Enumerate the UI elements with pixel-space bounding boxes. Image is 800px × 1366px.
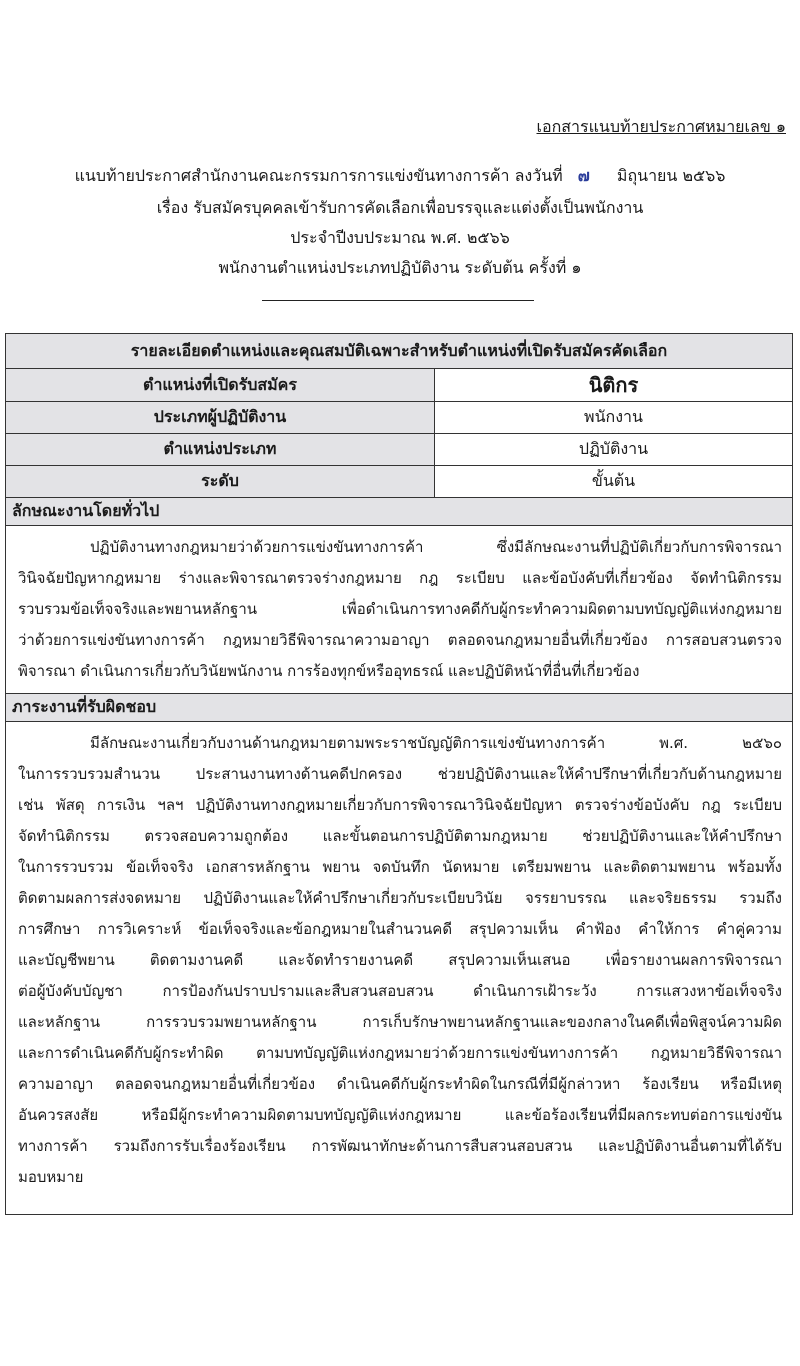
body-line: เช่น พัสดุ การเงิน ฯลฯ ปฏิบัติงานทางกฎหมายเกี่ยวกับการพิจารณาวินิจฉัยปัญหา ตรวจร่างข้อบังคับ กฎ ระเบียบ [18, 796, 782, 814]
table-row [6, 369, 793, 402]
header-suffix: มิถุนายน ๒๕๖๖ [616, 166, 726, 185]
section-body-responsibilities [6, 722, 793, 1215]
row-label: ตำแหน่งที่เปิดรับสมัคร [6, 369, 435, 402]
divider [262, 300, 534, 301]
row-label: ระดับ [6, 466, 435, 498]
table-row [6, 466, 793, 498]
body-line: ในการรวบรวมสำนวน ประสานงานทางด้านคดีปกครอง ช่วยปฏิบัติงานและให้คำปรึกษาที่เกี่ยวกับด้านกฎหมาย [18, 765, 782, 783]
body-line: รวบรวมข้อเท็จจริงและพยานหลักฐาน เพื่อดำเนินการทางคดีกับผู้กระทำความผิดตามบทบัญญัติแห่งกฎหมาย [18, 600, 782, 618]
document-reference: เอกสารแนบท้ายประกาศหมายเลข ๑ [536, 117, 786, 136]
header-day: ๗ [577, 166, 590, 185]
row-value: นิติกร [435, 369, 793, 402]
section-body-row [6, 526, 793, 694]
section-heading-responsibilities: ภาระงานที่รับผิดชอบ [6, 694, 793, 722]
body-line: และหลักฐาน การรวบรวมพยานหลักฐาน การเก็บรักษาพยานหลักฐานและของกลางในคดีเพื่อพิสูจน์ความผิด [18, 1013, 782, 1031]
body-line: ทางการค้า รวมถึงการรับเรื่องร้องเรียน การพัฒนาทักษะด้านการสืบสวนสอบสวน และปฏิบัติงานอื่นตามที่ได้รับ [18, 1137, 782, 1155]
body-line: มีลักษณะงานเกี่ยวกับงานด้านกฎหมายตามพระราชบัญญัติการแข่งขันทางการค้า พ.ศ. ๒๕๖๐ [90, 734, 782, 752]
body-line: การศึกษา การวิเคราะห์ ข้อเท็จจริงและข้อกฎหมายในสำนวนคดี สรุปความเห็น คำฟ้อง คำให้การ คำคู่ความ [18, 920, 782, 938]
row-label: ตำแหน่งประเภท [6, 434, 435, 466]
body-line: มอบหมาย [18, 1168, 84, 1186]
body-line: พิจารณา ดำเนินการเกี่ยวกับวินัยพนักงาน การร้องทุกข์หรืออุทธรณ์ และปฏิบัติหน้าที่อื่นที่เกี่ยวข้อง [18, 662, 640, 680]
table-row [6, 402, 793, 434]
body-line: วินิจฉัยปัญหากฎหมาย ร่างและพิจารณาตรวจร่างกฎหมาย กฎ ระเบียบ และข้อบังคับที่เกี่ยวข้อง จัดทำนิติกรรม [18, 569, 782, 587]
header-line-3: ประจำปีงบประมาณ พ.ศ. ๒๕๖๖ [290, 228, 510, 247]
body-line: อันควรสงสัย หรือมีผู้กระทำความผิดตามบทบัญญัติแห่งกฎหมาย และข้อร้องเรียนที่มีผลกระทบต่อการแข่งขัน [18, 1106, 782, 1124]
body-line: ว่าด้วยการแข่งขันทางการค้า กฎหมายวิธีพิจารณาความอาญา ตลอดจนกฎหมายอื่นที่เกี่ยวข้อง การสอบสวนตรวจ [18, 631, 782, 649]
section-heading-general: ลักษณะงานโดยทั่วไป [6, 498, 793, 526]
row-value: ปฏิบัติงาน [435, 434, 793, 466]
table-row [6, 434, 793, 466]
body-line: ปฏิบัติงานทางกฎหมายว่าด้วยการแข่งขันทางการค้า ซึ่งมีลักษณะงานที่ปฏิบัติเกี่ยวกับการพิจารณา [90, 538, 782, 556]
body-line: ความอาญา ตลอดจนกฎหมายอื่นที่เกี่ยวข้อง ดำเนินคดีกับผู้กระทำผิดในกรณีที่มีผู้กล่าวหา ร้องเรียน หรือมีเหตุ [18, 1075, 782, 1093]
position-details-table [5, 333, 793, 1215]
table-title-row [6, 334, 793, 369]
row-value: พนักงาน [435, 402, 793, 434]
section-body-row [6, 722, 793, 1215]
row-label: ประเภทผู้ปฏิบัติงาน [6, 402, 435, 434]
section-body-general [6, 526, 793, 694]
row-value: ขั้นต้น [435, 466, 793, 498]
table-title: รายละเอียดตำแหน่งและคุณสมบัติเฉพาะสำหรับตำแหน่งที่เปิดรับสมัครคัดเลือก [6, 334, 793, 369]
section-heading-row [6, 498, 793, 526]
section-heading-row [6, 694, 793, 722]
header-prefix: แนบท้ายประกาศสำนักงานคณะกรรมการการแข่งขันทางการค้า ลงวันที่ [74, 166, 563, 185]
body-line: และการดำเนินคดีกับผู้กระทำผิด ตามบทบัญญัติแห่งกฎหมายว่าด้วยการแข่งขันทางการค้า กฎหมายวิธีพิจารณา [18, 1044, 782, 1062]
body-line: ในการรวบรวม ข้อเท็จจริง เอกสารหลักฐาน พยาน จดบันทึก นัดหมาย เตรียมพยาน และติดตามพยาน พร้อมทั้ง [18, 858, 782, 876]
header-line-1 [0, 164, 800, 189]
body-line: ติดตามผลการส่งจดหมาย ปฏิบัติงานและให้คำปรึกษาเกี่ยวกับระเบียบวินัย จรรยาบรรณ และจริยธรรม รวมถึง [18, 889, 782, 907]
header-line-2: เรื่อง รับสมัครบุคคลเข้ารับการคัดเลือกเพื่อบรรจุและแต่งตั้งเป็นพนักงาน [156, 198, 644, 217]
body-line: และบัญชีพยาน ติดตามงานคดี และจัดทำรายงานคดี สรุปความเห็นเสนอ เพื่อรายงานผลการพิจารณา [18, 951, 782, 969]
header-line-4: พนักงานตำแหน่งประเภทปฏิบัติงาน ระดับต้น ครั้งที่ ๑ [218, 258, 582, 277]
body-line: จัดทำนิติกรรม ตรวจสอบความถูกต้อง และขั้นตอนการปฏิบัติตามกฎหมาย ช่วยปฏิบัติงานและให้คำปรึกษา [18, 827, 782, 845]
body-line: ต่อผู้บังคับบัญชา การป้องกันปราบปรามและสืบสวนสอบสวน ดำเนินการเฝ้าระวัง การแสวงหาข้อเท็จจริง [18, 982, 782, 1000]
